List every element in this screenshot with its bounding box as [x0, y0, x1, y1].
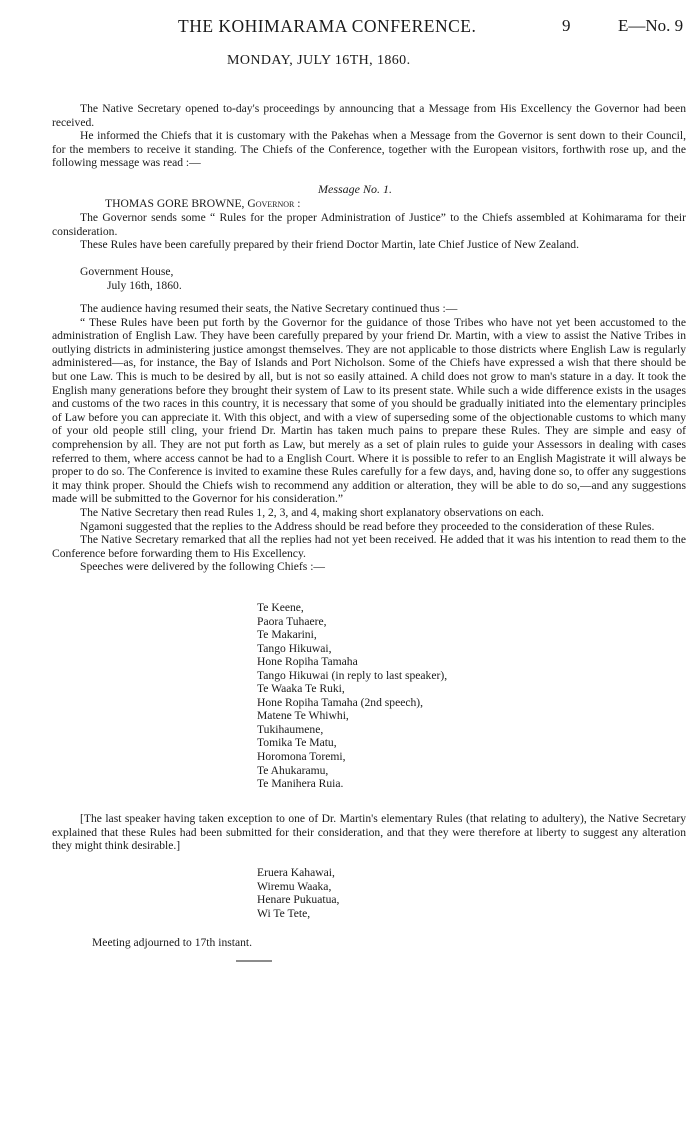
body-paragraph: “ These Rules have been put forth by the Governor for the guidance of those Tribes who have not yet been accustomed to the administration of English Law. They have been carefully prepared by your friend Dr. Martin, with a view to assist the Native Tribes in outlying districts in administering justice amongst themselves. They are not applicable to those districts where English Law is regularly administered—as, for instance, the Bay of Islands and Port Nicholson. Some of the Chiefs have expressed a wish that there should be but one Law. This is much to be desired by all, but is not so easily attained. A child does not grow to man's stature in a day. It took the English many generations before they brought their system of Law to its present state. While such a wide difference exists in the usages and customs of the two races in this country, it is necessary that some of you should be gradually initiated into the elementary principles of Law before you can appreciate it. With this object, and with a view of superseding some of the objectionable customs to which many of your old people still cling, your friend Dr. Martin has taken much pains to prepare these Rules. They are simple and easy of comprehension by all. They are not put forth as Law, but merely as a set of plain rules to guide your Assessors in dealing with cases referred to them, where access cannot be had to a English Court. Where it is possible to refer to an English Magistrate it will always be proper to do so. The Conference is invited to examine these Rules carefully for a few days, and, having done so, to offer any suggestions it may think proper. Should the Chiefs wish to recommend any addition or alteration, they will be able to do so,—and any suggestions made will be submitted to the Governor for his consideration.” — [52, 315, 686, 506]
message-place: Government House, — [80, 265, 174, 278]
running-title: THE KOHIMARAMA CONFERENCE. — [178, 16, 477, 36]
message-body — [52, 211, 686, 252]
message-signature: THOMAS GORE BROWNE, Governor : — [105, 197, 301, 210]
list-item: Hone Ropiha Tamaha (2nd speech), — [257, 695, 424, 709]
intro-paragraph: He informed the Chiefs that it is customary with the Pakehas when a Message from the Governor is sent down to their Council, for the members to receive it standing. The Chiefs of the Conference, together with the European visitors, forthwith rose up, and the following message was read :— — [52, 129, 686, 170]
speakers-list-continued — [257, 866, 339, 920]
body-paragraph: Ngamoni suggested that the replies to the Address should be read before they proceeded to the consideration of these Rules. — [80, 519, 655, 533]
list-item: Te Keene, — [257, 601, 304, 614]
message-date: July 16th, 1860. — [107, 279, 182, 292]
list-item: Tomika Te Matu, — [257, 736, 337, 750]
list-item: Te Ahukaramu, — [257, 763, 329, 777]
body-paragraph: Speeches were delivered by the following Chiefs :— — [80, 560, 326, 574]
list-item: Henare Pukuatua, — [257, 893, 340, 907]
list-item: Te Manihera Ruia. — [257, 777, 344, 791]
intro-paragraph: The Native Secretary opened to-day's proceedings by announcing that a Message from His Excellency the Governor had been received. — [52, 102, 686, 129]
list-item: Wi Te Tete, — [257, 906, 311, 920]
message-paragraph: These Rules have been carefully prepared by their friend Doctor Martin, late Chief Justice of New Zealand. — [80, 238, 579, 252]
list-item: Paora Tuhaere, — [257, 614, 327, 628]
page-number: 9 — [562, 16, 571, 35]
message-paragraph: The Governor sends some “ Rules for the proper Administration of Justice” to the Chiefs assembled at Kohimarama for their consideration. — [52, 211, 686, 238]
document-reference: E—No. 9 — [618, 16, 684, 35]
list-item: Te Makarini, — [257, 628, 317, 642]
list-item: Matene Te Whiwhi, — [257, 709, 349, 723]
speakers-list — [257, 601, 447, 791]
body-paragraph: The audience having resumed their seats, the Native Secretary continued thus :— — [80, 302, 458, 315]
message-title: Message No. 1. — [318, 182, 392, 196]
closing-line: Meeting adjourned to 17th instant. — [92, 936, 253, 949]
list-item: Horomona Toremi, — [257, 750, 346, 764]
list-item: Tango Hikuwai (in reply to last speaker), — [257, 668, 448, 682]
date-heading: MONDAY, JULY 16TH, 1860. — [227, 53, 411, 68]
body-paragraph: The Native Secretary then read Rules 1, 2, 3, and 4, making short explanatory observations on each. — [80, 505, 544, 519]
bracketed-note — [52, 812, 686, 853]
proceedings-body — [52, 302, 686, 574]
list-item: Hone Ropiha Tamaha — [257, 655, 358, 669]
list-item: Te Waaka Te Ruki, — [257, 682, 345, 696]
list-item: Eruera Kahawai, — [257, 866, 335, 879]
list-item: Tango Hikuwai, — [257, 641, 332, 655]
intro-section — [52, 102, 686, 170]
note-paragraph: [The last speaker having taken exception to one of Dr. Martin's elementary Rules (that relating to adultery), the Native Secretary explained that these Rules had been submitted for their consideration, and that they were therefore at liberty to suggest any alteration they might think desirable.] — [52, 812, 686, 853]
list-item: Wiremu Waaka, — [257, 879, 332, 893]
end-rule — [236, 959, 272, 963]
list-item: Tukihaumene, — [257, 722, 324, 736]
body-paragraph: The Native Secretary remarked that all the replies had not yet been received. He added that it was his intention to read them to the Conference before forwarding them to His Excellency. — [52, 533, 686, 560]
